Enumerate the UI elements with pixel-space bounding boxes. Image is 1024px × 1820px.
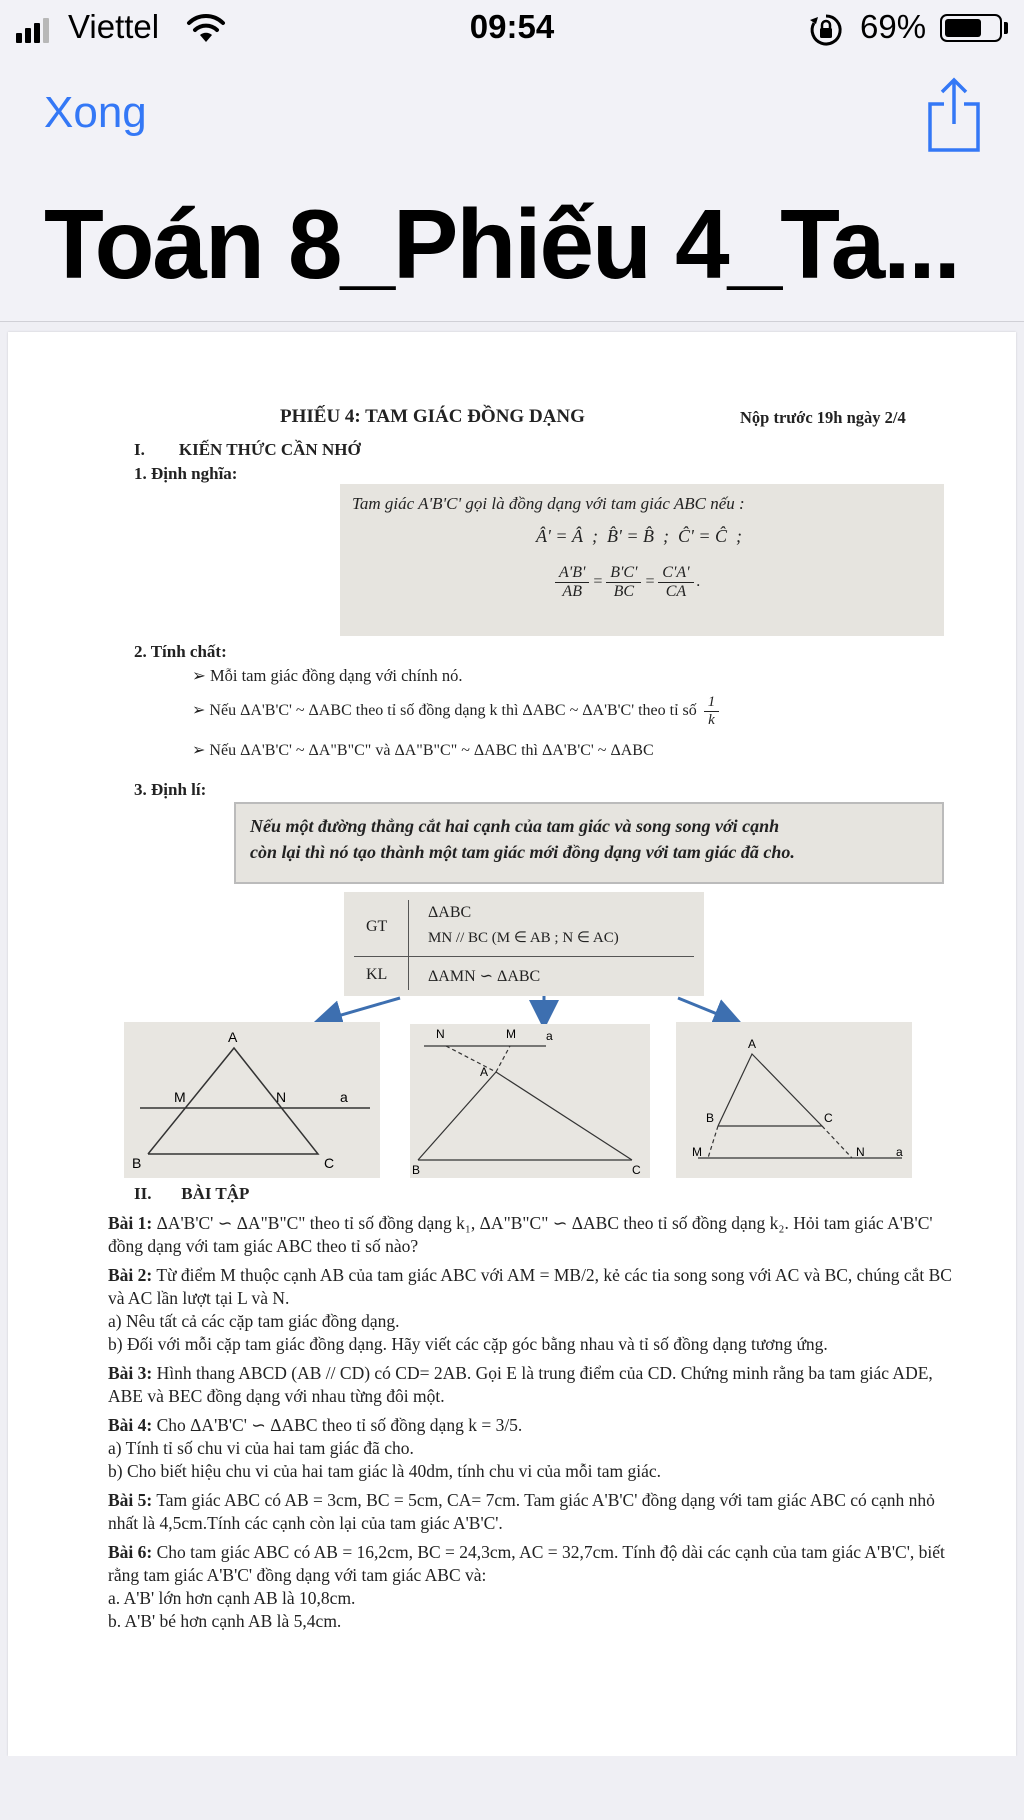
status-bar [0, 0, 1024, 60]
navigation-header [0, 60, 1024, 322]
fig1-label-n: N [276, 1089, 287, 1105]
fig1-label-b: B [132, 1155, 142, 1171]
kl-line: ΔAMN ∽ ΔABC [428, 968, 541, 985]
fig2-label-line-a: a [546, 1029, 553, 1043]
ratio-num-3: C'A' [658, 564, 693, 583]
exercise-2: Bài 2: Từ điểm M thuộc cạnh AB của tam giác ABC với AM = MB/2, kẻ các tia song song với AC và BC, chúng cắt BC và AC lần lượt tại L và N. a) Nêu tất cả các cặp tam giác đồng dạng. b) Đối với mỗi cặp tam giác đồng dạng. Hãy viết các cặp góc bằng nhau và tỉ số đồng dạng tương ứng. [108, 1265, 952, 1354]
theorem-line-1: Nếu một đường thẳng cắt hai cạnh của tam giác và song song với cạnh [250, 816, 780, 836]
definition-angles: Â' = Â ; B̂' = B̂ ; Ĉ' = Ĉ ; [536, 526, 742, 546]
definition-heading: 1. Định nghĩa: [134, 464, 238, 483]
fig1-label-c: C [324, 1155, 335, 1171]
exercise-6: Bài 6: Cho tam giác ABC có AB = 16,2cm, BC = 24,3cm, AC = 32,7cm. Tính độ dài các cạnh của tam giác A'B'C', biết rằng tam giác A'B'C' đồng dạng với tam giác ABC và: a. A'B' lớn hơn cạnh AB là 10,8cm. b. A'B' bé hơn cạnh AB là 5,4cm. [108, 1542, 945, 1631]
share-icon[interactable] [926, 74, 982, 154]
ratio-num-1: A'B' [555, 564, 589, 583]
gt-divider [408, 900, 409, 956]
exercise-4a: a) Tính tỉ số chu vi của hai tam giác đã cho. [108, 1438, 414, 1458]
exercise-2b: b) Đối với mỗi cặp tam giác đồng dạng. Hãy viết các cặp góc bằng nhau và tỉ số đồng dạng tương ứng. [108, 1334, 828, 1354]
exercise-4b: b) Cho biết hiệu chu vi của hai tam giác là 40dm, tính chu vi của mỗi tam giác. [108, 1461, 662, 1481]
battery-icon [940, 14, 1002, 42]
fig3-label-b: B [706, 1111, 715, 1125]
document-page[interactable] [8, 332, 1016, 1756]
ratio-num-2: B'C' [606, 564, 641, 583]
fig2-label-n: N [436, 1027, 445, 1041]
fig2-label-c: C [632, 1163, 641, 1177]
theorem-line-2: còn lại thì nó tạo thành một tam giác mới đồng dạng với tam giác đã cho. [250, 842, 795, 862]
figure-1 [124, 1022, 380, 1178]
exercise-1: Bài 1: ΔA'B'C' ∽ ΔA"B"C" theo tỉ số đồng dạng k₁, ΔA"B"C" ∽ ΔABC theo tỉ số đồng dạng k₂. Hỏi tam giác A'B'C' đồng dạng với tam giác ABC theo tỉ số nào? [108, 1213, 933, 1256]
fig3-label-n: N [856, 1145, 865, 1159]
ratio-den-1: AB [562, 583, 582, 600]
fig2-label-m: M [506, 1027, 516, 1041]
gt-line-1: ΔABC [428, 904, 472, 921]
exercise-6b: b. A'B' bé hơn cạnh AB là 5,4cm. [108, 1611, 342, 1631]
gt-kl-table [344, 892, 704, 996]
theorem-box [234, 802, 944, 884]
battery-percentage: 69% [860, 8, 927, 45]
section-2-heading: II. BÀI TẬP [134, 1184, 250, 1203]
done-button[interactable]: Xong [44, 88, 147, 137]
figure-3-drawing [676, 1022, 912, 1178]
ratio-den-2: BC [613, 583, 635, 600]
property-2: ➢ Nếu ΔA'B'C' ~ ΔABC theo tỉ số đồng dạng k thì ΔABC ~ ΔA'B'C' theo tỉ số $\frac{1}{k}$ [192, 694, 722, 729]
bullet-arrow-icon: ➢ [192, 742, 210, 759]
definition-text: Tam giác A'B'C' gọi là đồng dạng với tam giác ABC nếu : [352, 494, 745, 513]
document-title: Toán 8_Phiếu 4_Ta... [44, 189, 959, 299]
fig1-label-a: A [228, 1029, 238, 1045]
exercise-4: Bài 4: Cho ΔA'B'C' ∽ ΔABC theo tỉ số đồng dạng k = 3/5. a) Tính tỉ số chu vi của hai tam giác đã cho. b) Cho biết hiệu chu vi của hai tam giác là 40dm, tính chu vi của mỗi tam giác. [108, 1415, 662, 1481]
ratio-den-3: CA [665, 583, 687, 600]
figure-1-drawing [124, 1022, 380, 1178]
exercise-6a: a. A'B' lớn hơn cạnh AB là 10,8cm. [108, 1588, 356, 1608]
kl-divider [408, 956, 409, 990]
gt-line-2: MN // BC (M ∈ AB ; N ∈ AC) [428, 930, 619, 946]
figure-2-drawing [410, 1024, 650, 1178]
section-1-heading: I. KIẾN THỨC CẦN NHỚ [134, 440, 361, 459]
exercise-list [108, 1212, 958, 1639]
doc-deadline: Nộp trước 19h ngày 2/4 [740, 408, 906, 427]
fig3-label-m: M [692, 1145, 702, 1159]
bottom-area [0, 1756, 1024, 1820]
exercise-5: Bài 5: Tam giác ABC có AB = 3cm, BC = 5cm, CA= 7cm. Tam giác A'B'C' đồng dạng với tam giác ABC có cạnh nhỏ nhất là 4,5cm.Tính các cạnh còn lại của tam giác A'B'C'. [108, 1490, 935, 1533]
doc-heading: PHIẾU 4: TAM GIÁC ĐỒNG DẠNG [280, 406, 585, 427]
kl-label: KL [366, 966, 388, 983]
document-content [8, 332, 1016, 1756]
definition-ratio: $\frac{A'B'}{AB}$ = $\frac{B'C'}{BC}$ = $\frac{C'A'}{CA}$ . [552, 564, 701, 601]
bullet-arrow-icon: ➢ [192, 702, 210, 720]
bullet-arrow-icon: ➢ [192, 666, 210, 685]
fig3-label-line-a: a [896, 1145, 903, 1159]
arrow-left [324, 998, 400, 1020]
property-1: ➢ Mỗi tam giác đồng dạng với chính nó. [192, 666, 463, 685]
definition-box [340, 484, 944, 636]
fig2-label-b: B [412, 1163, 421, 1177]
exercise-3: Bài 3: Hình thang ABCD (AB // CD) có CD= 2AB. Gọi E là trung điểm của CD. Chứng minh rằng ba tam giác ADE, ABE và BEC đồng dạng với nhau từng đôi một. [108, 1363, 933, 1406]
property-heading: 2. Tính chất: [134, 642, 227, 661]
carrier-name: Viettel [68, 8, 160, 45]
exercise-2a: a) Nêu tất cả các cặp tam giác đồng dạng. [108, 1311, 400, 1331]
property-3: ➢ Nếu ΔA'B'C' ~ ΔA"B"C" và ΔA"B"C" ~ ΔABC thì ΔA'B'C' ~ ΔABC [192, 742, 654, 759]
gt-kl-separator [354, 956, 694, 957]
battery-tip [1004, 22, 1008, 34]
rotation-lock-icon [808, 12, 844, 48]
arrow-right [678, 998, 732, 1020]
gt-label: GT [366, 918, 388, 935]
fig3-label-a: A [748, 1037, 757, 1051]
figure-3 [676, 1022, 912, 1178]
theorem-heading: 3. Định lí: [134, 780, 207, 799]
fig2-label-a: A [480, 1065, 489, 1079]
clock: 09:54 [469, 8, 555, 45]
fig3-label-c: C [824, 1111, 833, 1125]
figure-2 [410, 1024, 650, 1178]
fig1-label-m: M [174, 1089, 186, 1105]
fig1-label-line-a: a [340, 1089, 348, 1105]
